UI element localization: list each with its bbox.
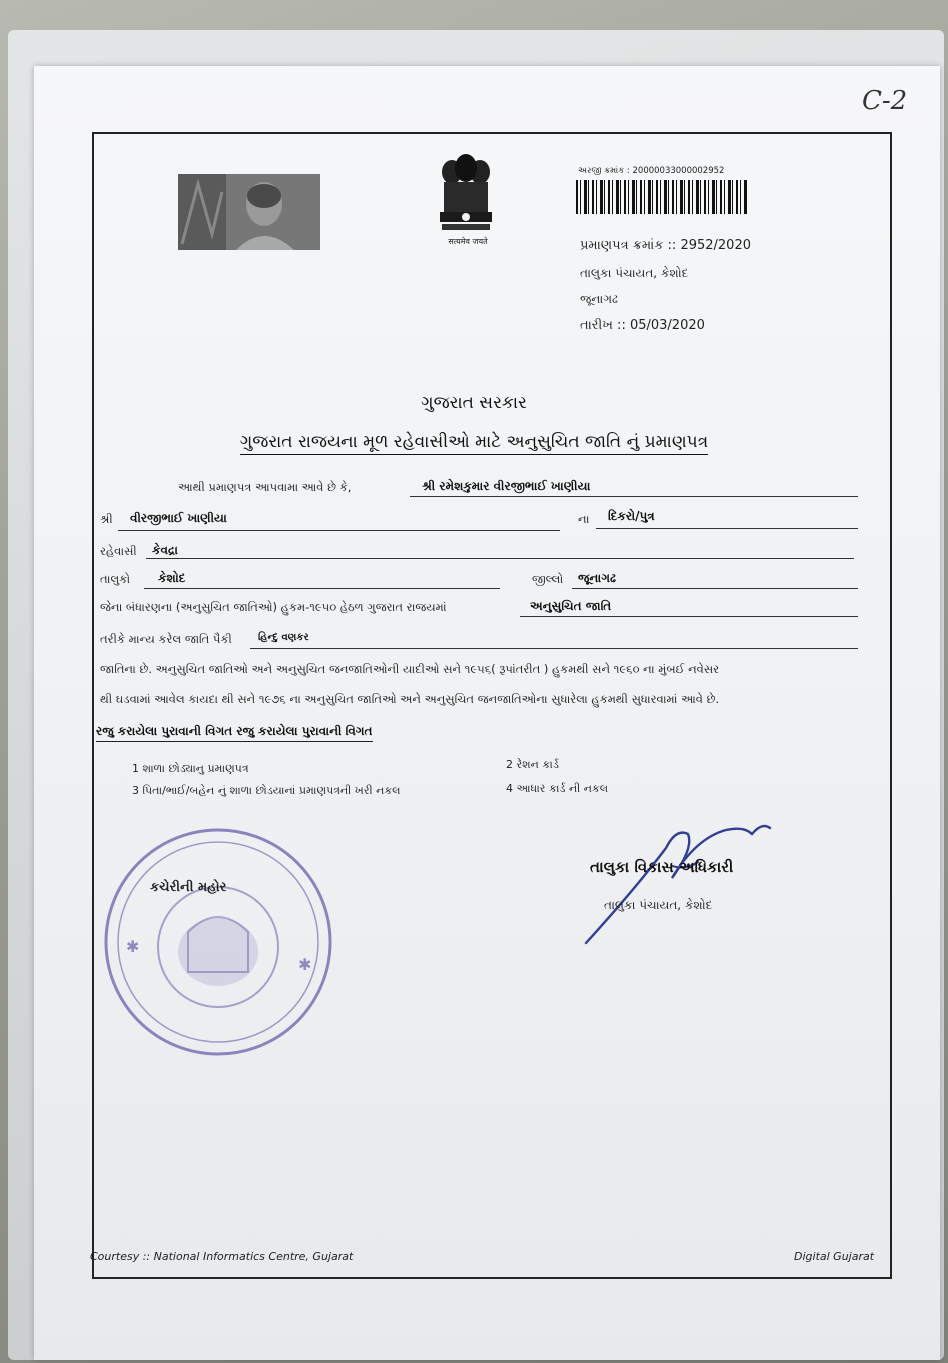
caste-line	[250, 648, 858, 649]
intro-label: આથી પ્રમાણપત્ર આપવામા આવે છે કે,	[178, 480, 352, 494]
recognized-label: તરીકે માન્ય કરેલ જાતિ પૈકી	[100, 632, 232, 646]
signatory-title: તાલુકા વિકાસ અધિકારી	[590, 858, 734, 876]
paragraph-line-1: જાતિના છે. અનુસુચિત જાતિઓ અને અનુસુચિત જનજાતિઓની યાદીઓ સને ૧૯૫૬( રૂપાંતરીત ) હુકમથી સને ૧૯૬૦ ના મુંબઈ નવેસર	[100, 662, 720, 676]
application-number: અરજી ક્રમાંક : 20000033000002952	[578, 166, 725, 176]
na-label: ના	[578, 512, 590, 526]
shri-label: શ્રી	[100, 512, 113, 526]
issue-date: તારીખ :: 05/03/2020	[580, 318, 705, 333]
residence-line	[146, 558, 854, 559]
district-value: જૂનાગઢ	[578, 571, 616, 585]
caste-value: હિન્દુ વણકર	[258, 632, 309, 643]
government-title: ગુજરાત સરકાર	[421, 393, 527, 413]
taluka-line	[144, 588, 500, 589]
residence-value: કેવદ્રા	[152, 543, 178, 557]
office-seal-icon	[98, 822, 338, 1062]
certificate-number: પ્રમાણપત્ર ક્રમાંક :: 2952/2020	[580, 238, 751, 253]
national-emblem-icon	[432, 150, 500, 250]
paragraph-line-2: થી ઘડવામાં આવેલ કાયદા થી સને ૧૯૭૬ ના અનુસુચિત જાતિઓ અને અનુસુચિત જનજાતિઓના સુધારેલા હુકમથી સુધારવામાં આવે છે.	[100, 692, 720, 706]
relation-line	[596, 528, 858, 529]
signatory-office: તાલુકા પંચાયત, કેશોદ	[604, 898, 713, 912]
document-item-4: 4 આધાર કાર્ડ ની નકલ	[506, 782, 609, 795]
district-label: જીલ્લો	[532, 572, 564, 586]
father-name: વીરજીભાઈ ખાણીયા	[130, 511, 227, 525]
seal-caption: કચેરીની મહોર	[150, 880, 227, 895]
emblem-motto: सत्यमेव जयते	[448, 237, 488, 246]
constitution-label: જેના બંધારણના (અનુસુચિત જાતિઓ) હુકમ-૧૯૫૦ હેઠળ ગુજરાત રાજયમાં	[100, 600, 447, 614]
svg-text:✱: ✱	[298, 955, 312, 974]
category-value: અનુસુચિત જાતિ	[530, 599, 612, 613]
signature-icon	[576, 808, 786, 948]
father-name-line	[118, 530, 560, 531]
holder-photo	[178, 174, 320, 250]
document-item-2: 2 રેશન કાર્ડ	[506, 758, 559, 771]
footer-brand: Digital Gujarat	[794, 1250, 875, 1263]
holder-name: શ્રી રમેશકુમાર વીરજીભાઈ ખાણીયા	[422, 479, 591, 493]
document-item-1: 1 શાળા છોડ્યાનુ પ્રમાણપત્ર	[132, 762, 249, 775]
residence-label: રહેવાસી	[100, 544, 137, 558]
barcode-icon	[576, 180, 748, 214]
certificate-title-text: ગુજરાત રાજયના મૂળ રહેવાસીઓ માટે અનુસુચિત જાતિ નું પ્રમાણપત્ર	[240, 432, 708, 455]
document-item-3: 3 પિતા/ભાઈ/બહેન નું શાળા છોડયાનાં પ્રમાણપત્રની ખરી નકલ	[132, 784, 401, 797]
issuing-office: તાલુકા પંચાયત, કેશોદ	[580, 266, 689, 280]
district-line	[572, 588, 858, 589]
holder-name-line	[410, 496, 858, 497]
taluka-label: તાલુકો	[100, 572, 131, 586]
certificate-title	[0, 432, 948, 452]
svg-text:✱: ✱	[126, 937, 140, 956]
footer-courtesy: Courtesy :: National Informatics Centre, Gujarat	[90, 1250, 354, 1263]
issuing-district: જૂનાગઢ	[580, 292, 618, 306]
taluka-value: કેશોદ	[158, 571, 186, 585]
category-line	[520, 616, 858, 617]
relation: દિકરો/પુત્ર	[608, 509, 655, 523]
corner-handwritten-mark: C-2	[862, 86, 908, 116]
proof-heading: રજુ કરાયેલા પુરાવાની વિગત રજુ કરાયેલા પુરાવાની વિગત	[96, 724, 373, 742]
